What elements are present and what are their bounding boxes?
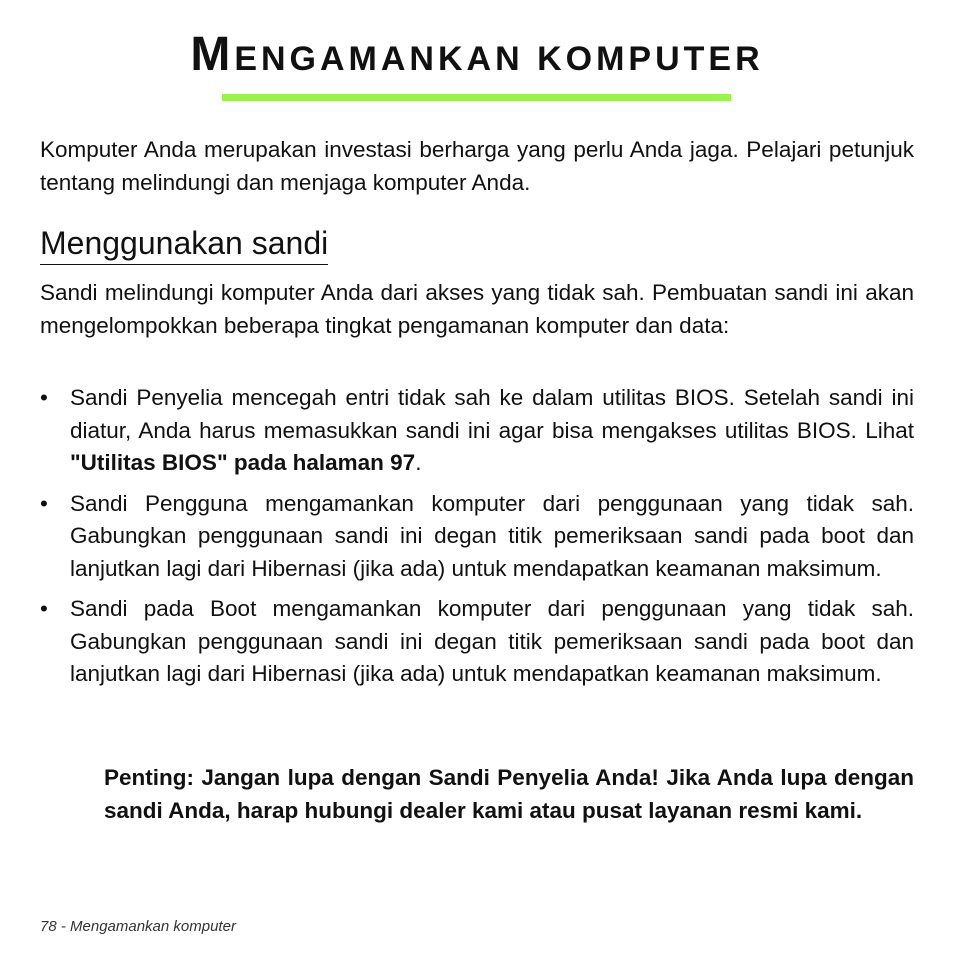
bullet-icon: • [40, 596, 48, 621]
page-title [0, 28, 954, 86]
page-footer: 78 - Mengamankan komputer [40, 918, 236, 935]
list-item [40, 488, 914, 586]
list-item-text: Sandi pada Boot mengamankan komputer dari penggunaan yang tidak sah. Gabungkan penggunaan sandi ini degan titik pemeriksaan sandi pada boot dan lanjutkan lagi dari Hibernasi (jika ada) untuk mendapatkan keamanan maksimum. [70, 596, 914, 686]
section-paragraph: Sandi melindungi komputer Anda dari akses yang tidak sah. Pembuatan sandi ini akan mengelompokkan beberapa tingkat pengamanan komputer dan data: [40, 280, 914, 338]
cross-reference-link[interactable]: "Utilitas BIOS" pada halaman 97 [70, 450, 416, 475]
page-title-initial: M [190, 28, 235, 81]
list-item-punctuation: . [415, 450, 422, 475]
bullet-icon: • [40, 490, 48, 516]
password-type-list [40, 382, 914, 699]
list-item-text: Sandi Pengguna mengamankan komputer dari penggunaan yang tidak sah. Gabungkan penggunaan sandi ini degan titik pemeriksaan sandi pada boot dan lanjutkan lagi dari Hibernasi (jika ada) untuk mendapatkan keamanan maksimum. [70, 490, 914, 581]
page-title-rest: ENGAMANKAN KOMPUTER [234, 40, 764, 78]
bullet-icon: • [40, 385, 48, 410]
list-item [40, 382, 914, 480]
title-underline-bar [222, 94, 731, 101]
intro-paragraph: Komputer Anda merupakan investasi berharga yang perlu Anda jaga. Pelajari petunjuk tentang melindungi dan menjaga komputer Anda. [40, 137, 914, 195]
important-note: Penting: Jangan lupa dengan Sandi Penyelia Anda! Jika Anda lupa dengan sandi Anda, harap hubungi dealer kami atau pusat layanan resmi kami. [104, 765, 914, 823]
list-item-text: Sandi Penyelia mencegah entri tidak sah ke dalam utilitas BIOS. Setelah sandi ini diatur, Anda harus memasukkan sandi ini agar bisa mengakses utilitas BIOS. Lihat [70, 385, 914, 443]
list-item [40, 593, 914, 691]
section-heading: Menggunakan sandi [40, 222, 328, 265]
